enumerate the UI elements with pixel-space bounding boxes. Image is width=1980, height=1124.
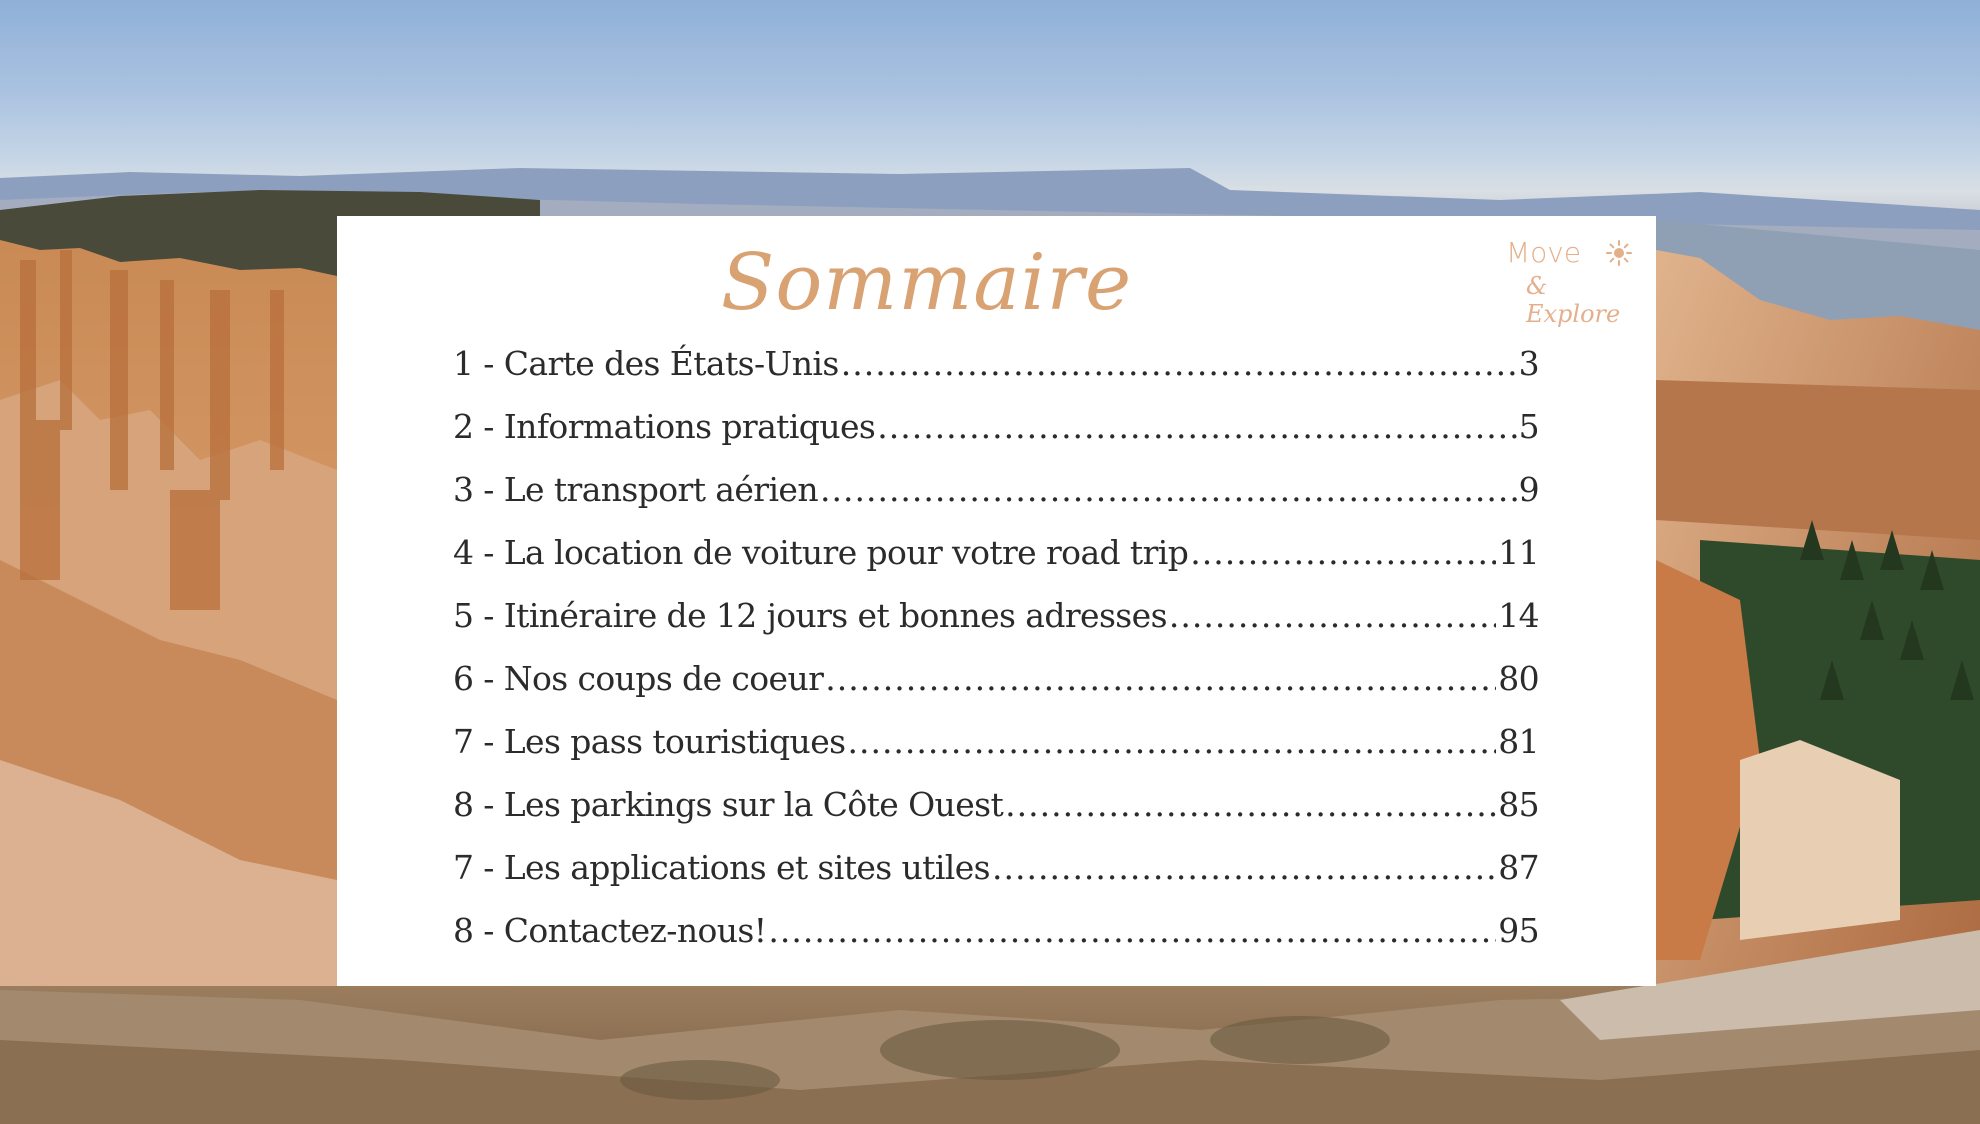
toc-entry-page: 81 bbox=[1498, 722, 1539, 761]
toc-entry-label: 7 - Les applications et sites utiles bbox=[453, 848, 991, 887]
toc-entry-label: 8 - Les parkings sur la Côte Ouest bbox=[453, 785, 1004, 824]
toc-entry-label: 2 - Informations pratiques bbox=[453, 407, 876, 446]
toc-entry-label: 8 - Contactez-nous! bbox=[453, 911, 767, 950]
brand-logo bbox=[1506, 236, 1636, 328]
toc-leader-dots bbox=[841, 344, 1517, 383]
toc-leader-dots bbox=[820, 470, 1517, 509]
toc-leader-dots bbox=[877, 407, 1516, 446]
toc-entry-page: 80 bbox=[1498, 659, 1539, 698]
page-title: Sommaire bbox=[720, 238, 1133, 328]
toc-entry[interactable] bbox=[453, 407, 1539, 470]
toc-entry-page: 14 bbox=[1498, 596, 1539, 635]
toc-leader-dots bbox=[992, 848, 1496, 887]
toc-entry-label: 4 - La location de voiture pour votre road trip bbox=[453, 533, 1189, 572]
toc-entry-page: 3 bbox=[1518, 344, 1539, 383]
toc-leader-dots bbox=[825, 659, 1496, 698]
sun-icon bbox=[1606, 240, 1632, 266]
logo-line2: & Explore bbox=[1526, 272, 1621, 328]
toc-entry[interactable] bbox=[453, 659, 1539, 722]
toc-leader-dots bbox=[768, 911, 1496, 950]
toc-leader-dots bbox=[1005, 785, 1496, 824]
toc-entry[interactable] bbox=[453, 344, 1539, 407]
toc-entry-label: 6 - Nos coups de coeur bbox=[453, 659, 824, 698]
toc-leader-dots bbox=[1169, 596, 1496, 635]
toc-leader-dots bbox=[847, 722, 1496, 761]
toc-list bbox=[453, 344, 1539, 974]
toc-entry[interactable] bbox=[453, 722, 1539, 785]
toc-entry-page: 9 bbox=[1518, 470, 1539, 509]
toc-entry[interactable] bbox=[453, 911, 1539, 974]
toc-entry[interactable] bbox=[453, 470, 1539, 533]
toc-entry-page: 11 bbox=[1498, 533, 1539, 572]
toc-entry-label: 3 - Le transport aérien bbox=[453, 470, 818, 509]
toc-entry[interactable] bbox=[453, 785, 1539, 848]
toc-entry[interactable] bbox=[453, 848, 1539, 911]
toc-entry[interactable] bbox=[453, 533, 1539, 596]
toc-entry-page: 95 bbox=[1498, 911, 1539, 950]
logo-line1: Move bbox=[1506, 236, 1582, 269]
toc-entry-page: 5 bbox=[1518, 407, 1539, 446]
table-of-contents-card bbox=[337, 216, 1656, 986]
toc-entry[interactable] bbox=[453, 596, 1539, 659]
toc-entry-label: 1 - Carte des États-Unis bbox=[453, 344, 839, 383]
toc-leader-dots bbox=[1190, 533, 1496, 572]
toc-entry-label: 5 - Itinéraire de 12 jours et bonnes adresses bbox=[453, 596, 1167, 635]
toc-entry-page: 85 bbox=[1498, 785, 1539, 824]
toc-entry-label: 7 - Les pass touristiques bbox=[453, 722, 846, 761]
toc-entry-page: 87 bbox=[1498, 848, 1539, 887]
